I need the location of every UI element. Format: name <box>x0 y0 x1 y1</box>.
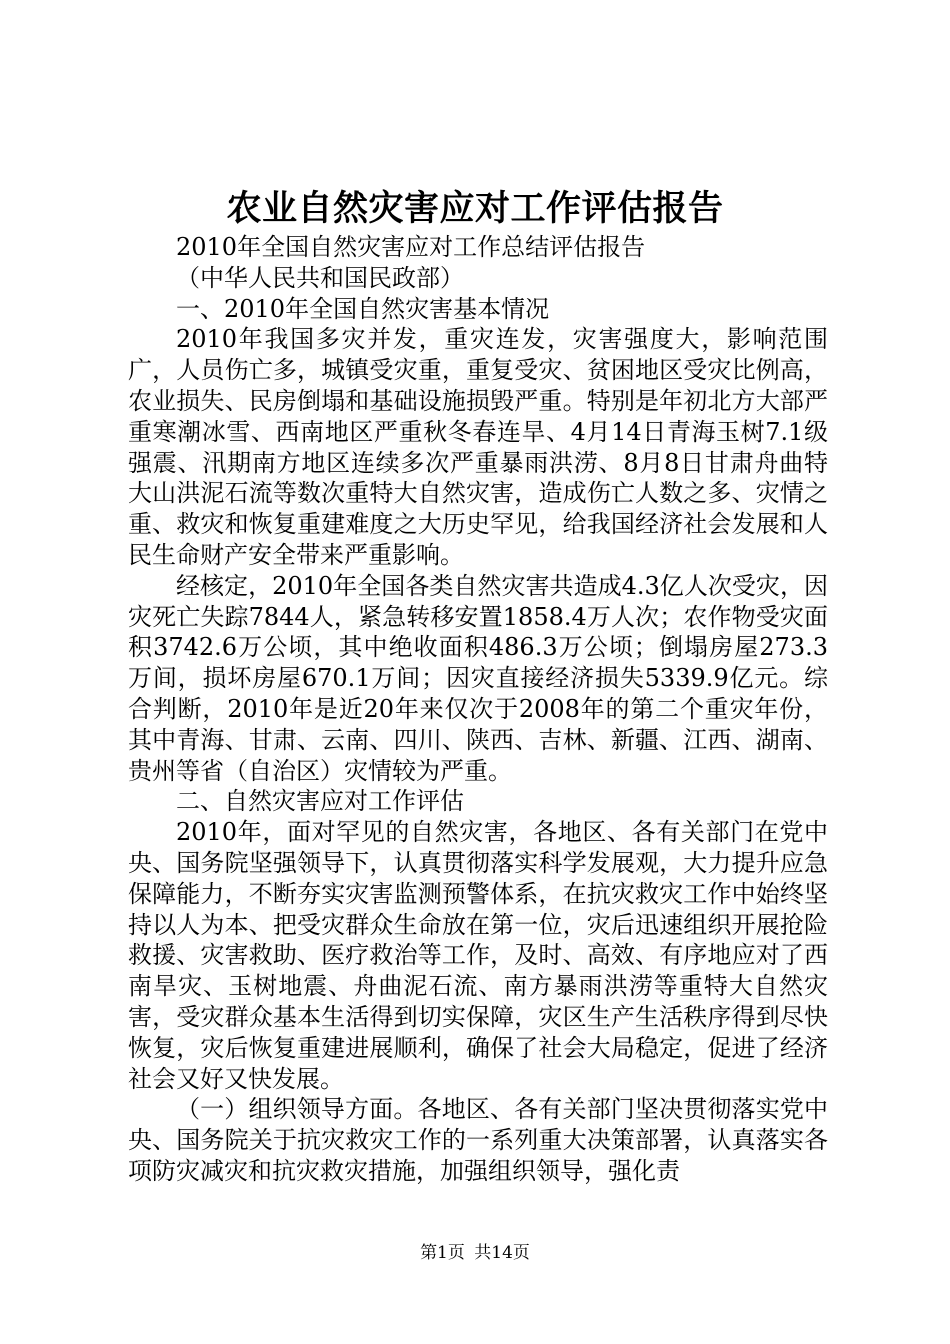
page-number: 第1页 <box>420 1243 465 1263</box>
body-paragraph: 2010年，面对罕见的自然灾害，各地区、各有关部门在党中央、国务院坚强领导下，认真贯彻落实科学发展观，大力提升应急保障能力，不断夯实灾害监测预警体系，在抗灾救灾工作中始终坚持以人为本、把受灾群众生命放在第一位，灾后迅速组织开展抢险救援、灾害救助、医疗救治等工作，及时、高效、有序地应对了西南旱灾、玉树地震、舟曲泥石流、南方暴雨洪涝等重特大自然灾害，受灾群众基本生活得到切实保障，灾区生产生活秩序得到尽快恢复，灾后恢复重建进展顺利，确保了社会大局稳定，促进了经济社会又好又快发展。 <box>128 818 828 1093</box>
body-paragraph: 2010年我国多灾并发，重灾连发，灾害强度大，影响范围广，人员伤亡多，城镇受灾重，重复受灾、贫困地区受灾比例高，农业损失、民房倒塌和基础设施损毁严重。特别是年初北方大部严重寒潮冰雪、西南地区严重秋冬春连旱、4月14日青海玉树7.1级强震、汛期南方地区连续多次严重暴雨洪涝、8月8日甘肃舟曲特大山洪泥石流等数次重特大自然灾害，造成伤亡人数之多、灾情之重、救灾和恢复重建难度之大历史罕见，给我国经济社会发展和人民生命财产安全带来严重影响。 <box>128 325 828 569</box>
document-body <box>128 232 828 1187</box>
page-footer <box>0 1241 950 1265</box>
body-paragraph: （一）组织领导方面。各地区、各有关部门坚决贯彻落实党中央、国务院关于抗灾救灾工作的一系列重大决策部署，认真落实各项防灾减灾和抗灾救灾措施，加强组织领导，强化责 <box>128 1095 828 1185</box>
page-total: 共14页 <box>474 1243 530 1263</box>
report-issuer: （中华人民共和国民政部） <box>176 263 464 292</box>
report-subtitle: 2010年全国自然灾害应对工作总结评估报告 <box>176 233 646 261</box>
document-title: 农业自然灾害应对工作评估报告 <box>226 188 724 229</box>
section-heading-2: 二、自然灾害应对工作评估 <box>176 787 464 816</box>
section-heading-1: 一、2010年全国自然灾害基本情况 <box>176 294 550 323</box>
body-paragraph: 经核定，2010年全国各类自然灾害共造成4.3亿人次受灾，因灾死亡失踪7844人，紧急转移安置1858.4万人次；农作物受灾面积3742.6万公顷，其中绝收面积486.3万公顷；倒塌房屋273.3万间，损坏房屋670.1万间；因灾直接经济损失5339.9亿元。综合判断，2010年是近20年来仅次于2008年的第二个重灾年份，其中青海、甘肃、云南、四川、陕西、吉林、新疆、江西、湖南、贵州等省（自治区）灾情较为严重。 <box>128 571 828 785</box>
